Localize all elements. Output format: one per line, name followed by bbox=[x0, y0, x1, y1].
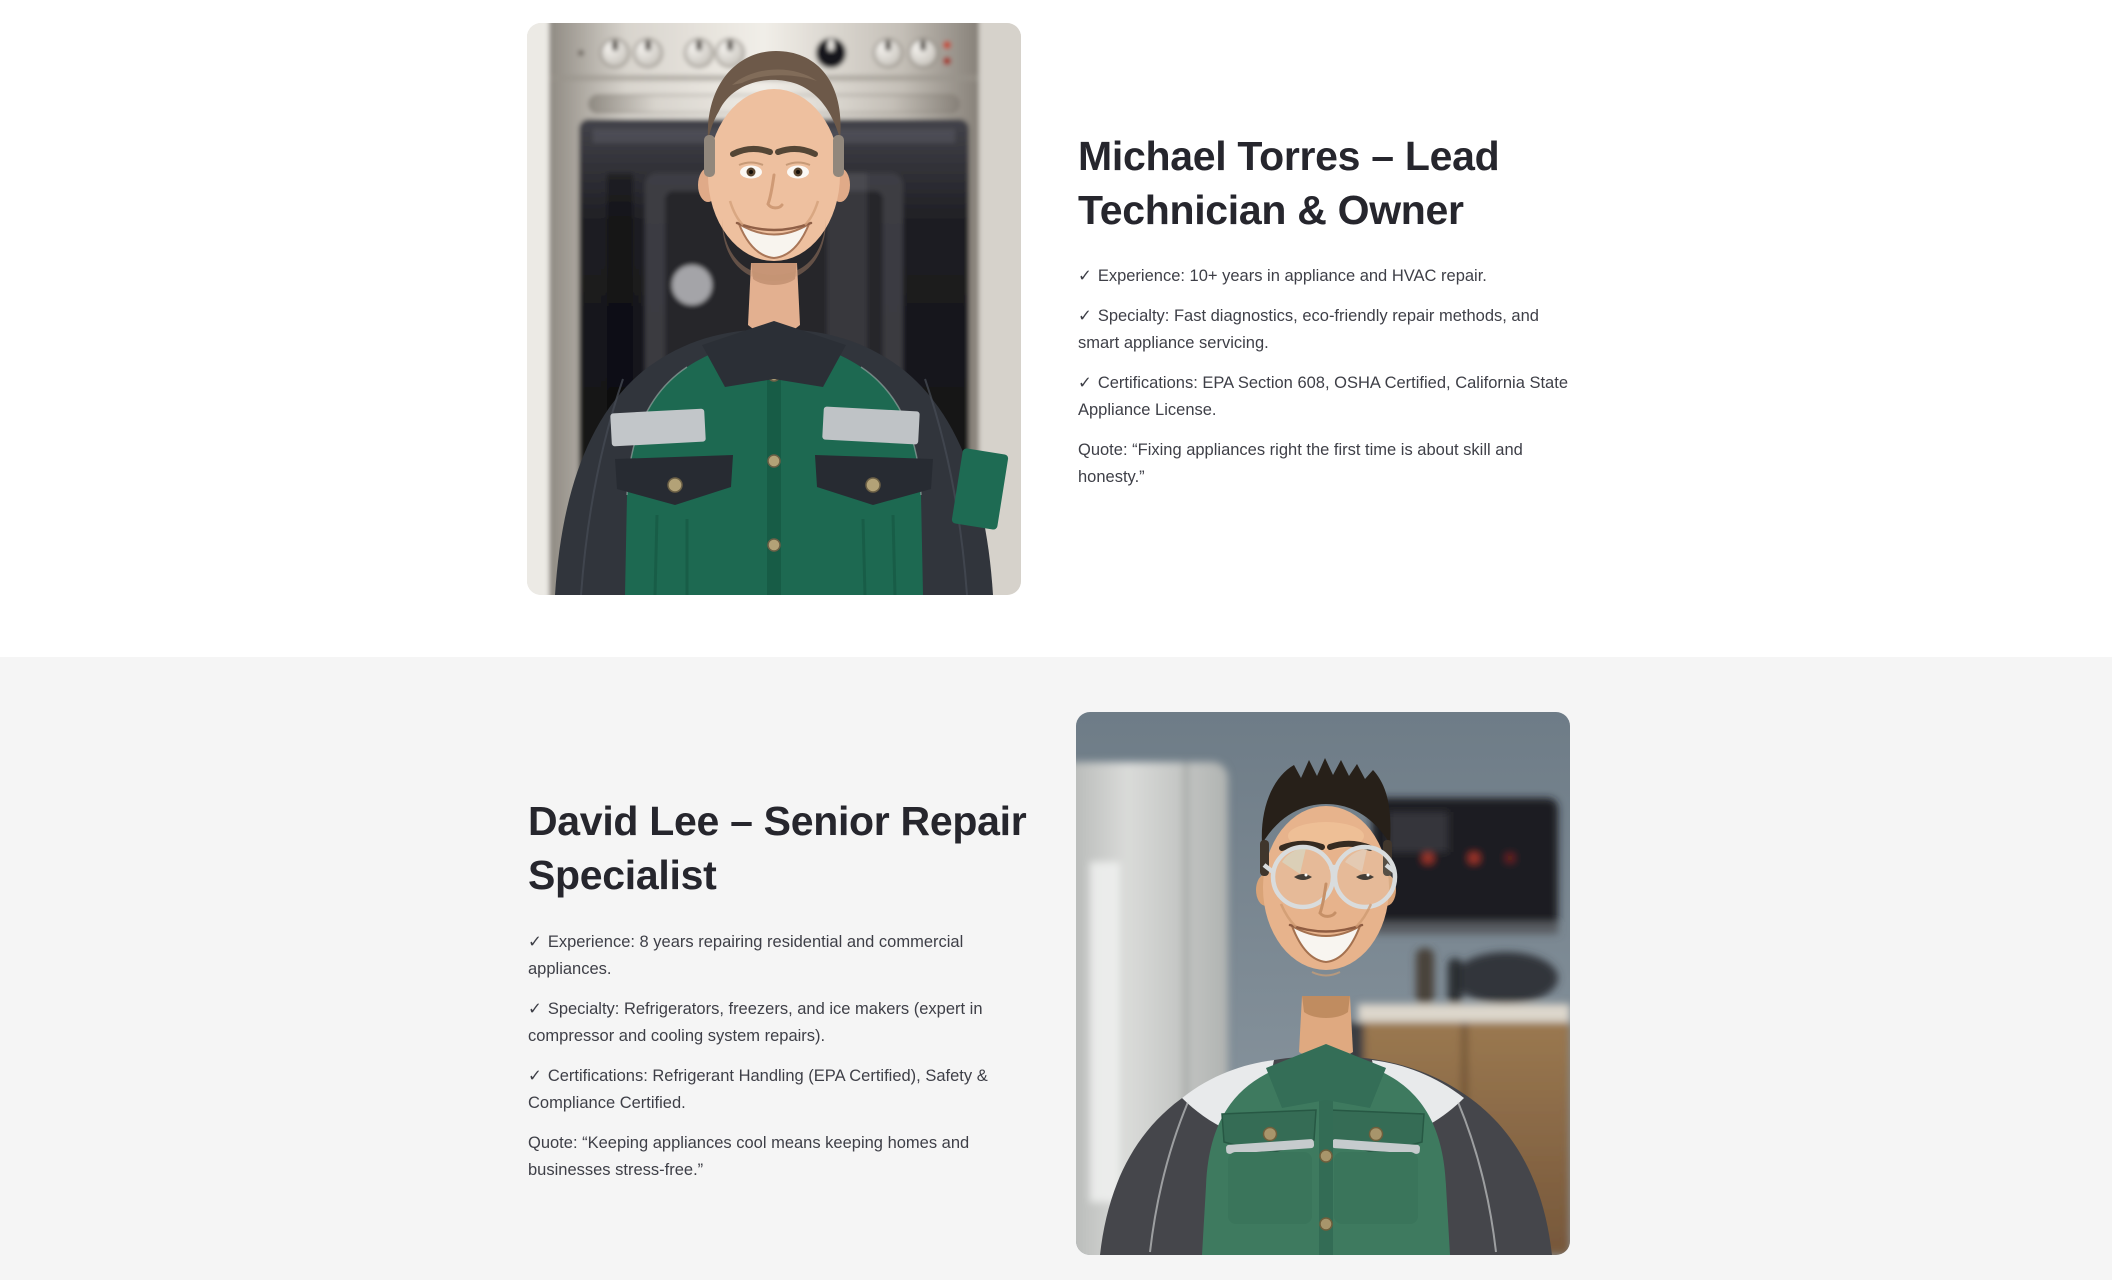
david-lee-photo bbox=[1076, 712, 1570, 1255]
michael-torres-bio bbox=[1078, 129, 1590, 491]
checkmark-icon: ✓ bbox=[1078, 267, 1092, 285]
bio-item-quote: Quote: “Fixing appliances right the first time is about skill and honesty.” bbox=[1078, 441, 1523, 486]
checkmark-icon: ✓ bbox=[528, 1000, 542, 1018]
bio-item-quote: Quote: “Keeping appliances cool means keeping homes and businesses stress-free.” bbox=[528, 1134, 970, 1179]
checkmark-icon: ✓ bbox=[1078, 374, 1092, 392]
bio-item-specialty: ✓ Specialty: Refrigerators, freezers, and ice makers (expert in compressor and cooling system repairs). bbox=[528, 1000, 983, 1045]
david-lee-bio bbox=[528, 794, 1040, 1184]
checkmark-icon: ✓ bbox=[1078, 307, 1092, 325]
bio-item-experience: ✓ Experience: 8 years repairing residential and commercial appliances. bbox=[528, 933, 964, 978]
oven-portrait-illustration bbox=[527, 23, 1021, 595]
checkmark-icon: ✓ bbox=[528, 1067, 542, 1085]
bio-item-specialty: ✓ Specialty: Fast diagnostics, eco-friendly repair methods, and smart appliance servicing. bbox=[1078, 307, 1539, 352]
member-name-david: David Lee – Senior Repair Specialist bbox=[528, 798, 1027, 898]
section-david-lee bbox=[0, 657, 2112, 1280]
bio-item-certifications: ✓ Certifications: EPA Section 608, OSHA Certified, California State Appliance License. bbox=[1078, 374, 1568, 419]
bio-item-certifications: ✓ Certifications: Refrigerant Handling (EPA Certified), Safety & Compliance Certified. bbox=[528, 1067, 988, 1112]
michael-torres-photo bbox=[527, 23, 1021, 595]
kitchen-portrait-illustration bbox=[1076, 712, 1570, 1255]
member-name-michael: Michael Torres – Lead Technician & Owner bbox=[1078, 133, 1500, 233]
bio-item-experience: ✓ Experience: 10+ years in appliance and HVAC repair. bbox=[1078, 267, 1487, 285]
checkmark-icon: ✓ bbox=[528, 933, 542, 951]
